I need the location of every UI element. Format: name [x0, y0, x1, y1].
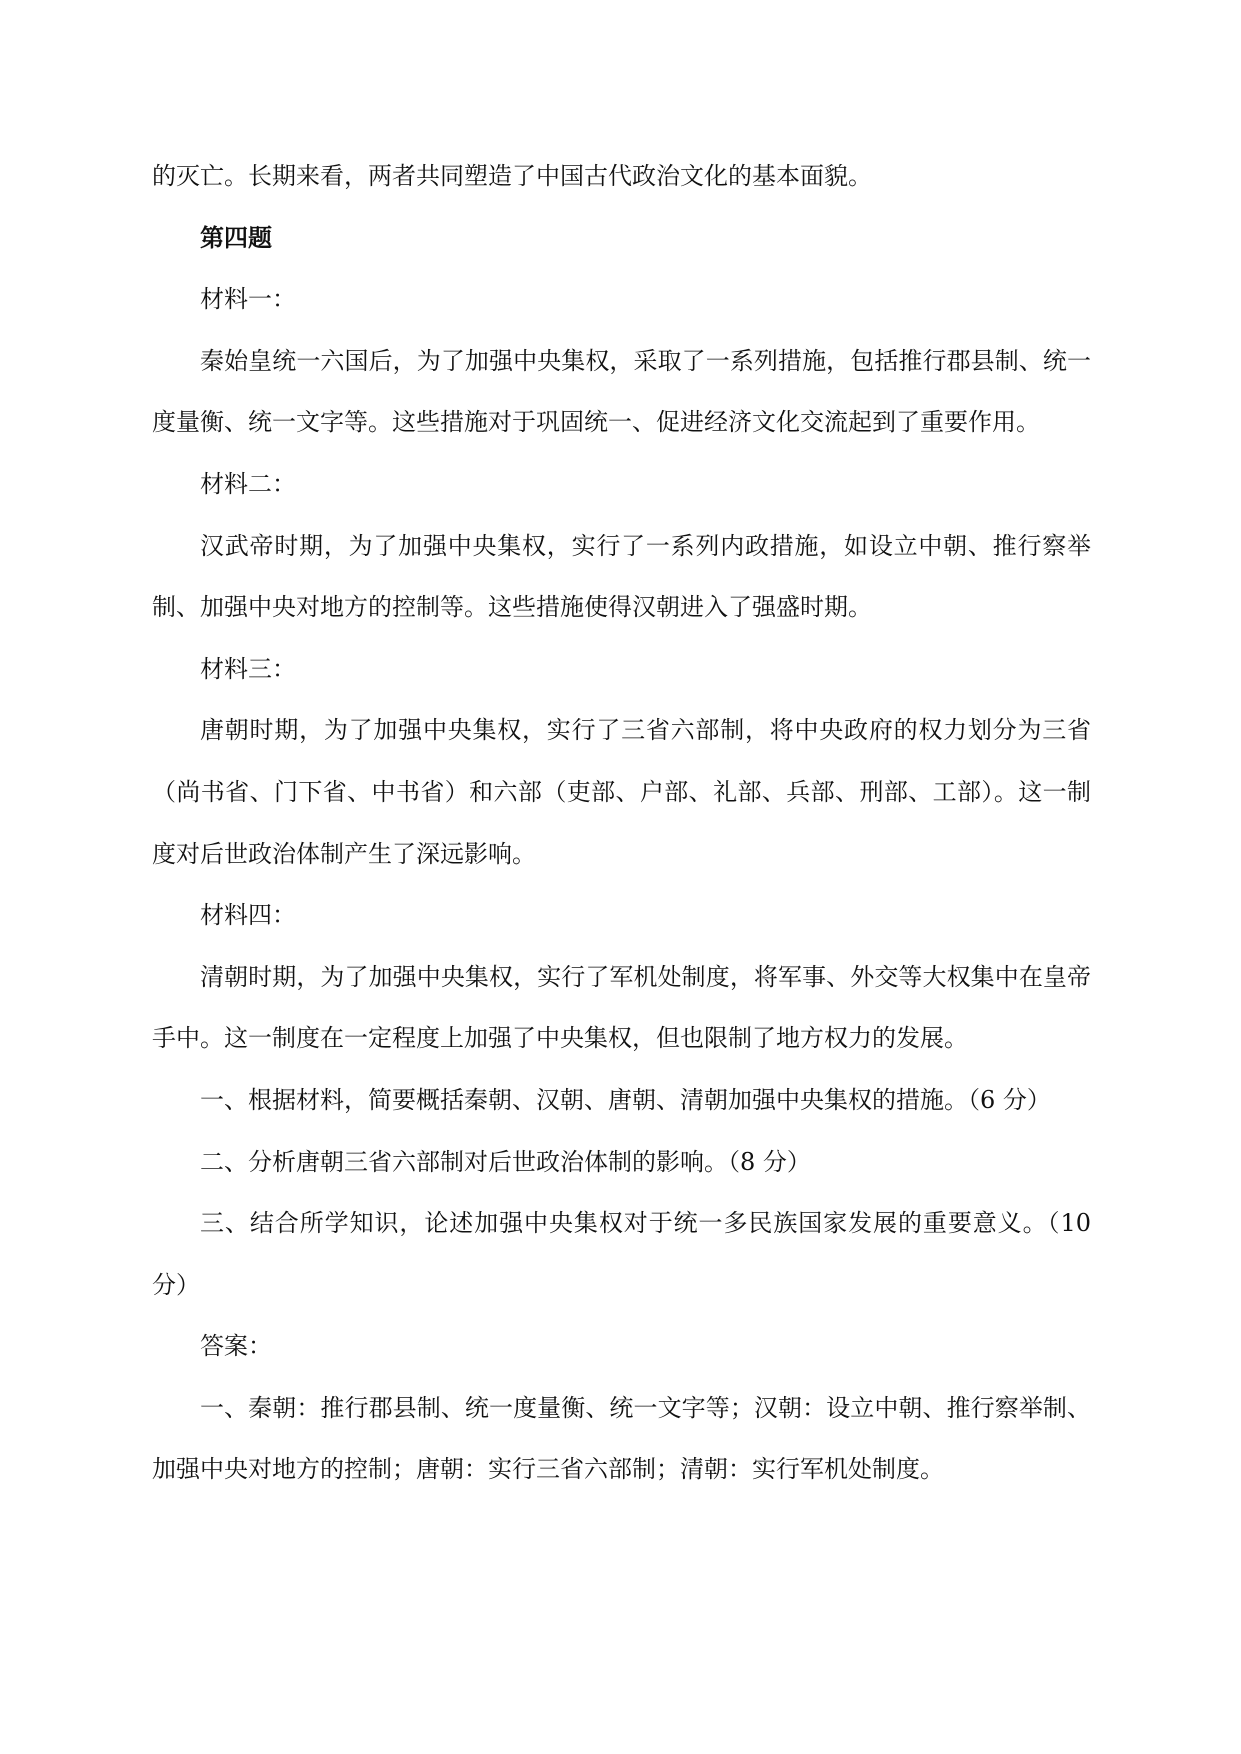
answer-item: 一、秦朝：推行郡县制、统一度量衡、统一文字等；汉朝：设立中朝、推行察举制、加强中央对地方的控制；唐朝：实行三省六部制；清朝：实行军机处制度。	[152, 1393, 1091, 1484]
material-label: 材料一：	[200, 285, 296, 314]
material-label: 材料四：	[200, 901, 296, 930]
question-item: 二、分析唐朝三省六部制对后世政治体制的影响。（8 分）	[200, 1147, 811, 1176]
question-item: 三、结合所学知识，论述加强中央集权对于统一多民族国家发展的重要意义。（10 分）	[152, 1209, 1091, 1299]
material-text: 唐朝时期，为了加强中央集权，实行了三省六部制，将中央政府的权力划分为三省（尚书省、门下省、中书省）和六部（吏部、户部、礼部、兵部、刑部、工部）。这一制度对后世政治体制产生了深远影响。	[152, 716, 1091, 868]
question-title: 第四题	[200, 223, 272, 252]
material-label: 材料三：	[200, 654, 296, 683]
material-label: 材料二：	[200, 469, 296, 498]
material-text: 清朝时期，为了加强中央集权，实行了军机处制度，将军事、外交等大权集中在皇帝手中。这一制度在一定程度上加强了中央集权，但也限制了地方权力的发展。	[152, 962, 1091, 1053]
material-text: 秦始皇统一六国后，为了加强中央集权，采取了一系列措施，包括推行郡县制、统一度量衡、统一文字等。这些措施对于巩固统一、促进经济文化交流起到了重要作用。	[152, 346, 1091, 437]
continuation-paragraph: 的灭亡。长期来看，两者共同塑造了中国古代政治文化的基本面貌。	[152, 162, 872, 190]
answer-label: 答案：	[200, 1332, 272, 1361]
material-text: 汉武帝时期，为了加强中央集权，实行了一系列内政措施，如设立中朝、推行察举制、加强中央对地方的控制等。这些措施使得汉朝进入了强盛时期。	[152, 531, 1091, 622]
question-item: 一、根据材料，简要概括秦朝、汉朝、唐朝、清朝加强中央集权的措施。（6 分）	[200, 1085, 1051, 1114]
